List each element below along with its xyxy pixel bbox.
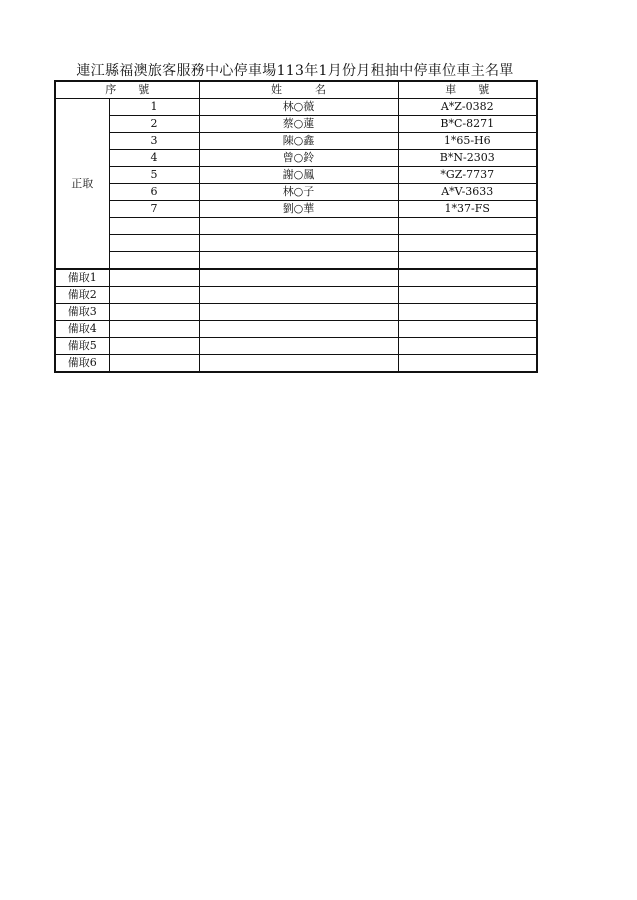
plate-cell — [398, 252, 537, 270]
main-row — [55, 116, 537, 133]
table-header-row — [55, 81, 537, 99]
header-plate: 車 號 — [398, 81, 537, 99]
main-row — [55, 167, 537, 184]
main-row — [55, 201, 537, 218]
seq-cell: 6 — [109, 184, 199, 201]
alternate-label: 備取5 — [55, 338, 109, 355]
name-cell — [199, 338, 398, 355]
seq-cell — [109, 252, 199, 270]
page-title: 連江縣福澳旅客服務中心停車場113年1月份月租抽中停車位車主名單 — [76, 63, 514, 79]
name-cell — [199, 287, 398, 304]
plate-cell — [398, 269, 537, 287]
main-row — [55, 184, 537, 201]
seq-cell: 2 — [109, 116, 199, 133]
plate-cell: *GZ-7737 — [398, 167, 537, 184]
main-row — [55, 235, 537, 252]
main-row — [55, 133, 537, 150]
header-name: 姓 名 — [199, 81, 398, 99]
name-cell — [199, 304, 398, 321]
name-cell: 蔡○蓮 — [199, 116, 398, 133]
plate-cell: A*V-3633 — [398, 184, 537, 201]
name-cell — [199, 235, 398, 252]
plate-cell — [398, 235, 537, 252]
name-cell: 林○子 — [199, 184, 398, 201]
seq-cell — [109, 218, 199, 235]
name-cell: 陳○鑫 — [199, 133, 398, 150]
plate-cell — [398, 304, 537, 321]
plate-cell: B*N-2303 — [398, 150, 537, 167]
alternate-row — [55, 321, 537, 338]
alternate-row — [55, 287, 537, 304]
main-row — [55, 218, 537, 235]
header-seq: 序 號 — [55, 81, 199, 99]
seq-cell — [109, 321, 199, 338]
main-group-label: 正取 — [55, 99, 109, 270]
name-cell: 劉○華 — [199, 201, 398, 218]
alternate-label: 備取2 — [55, 287, 109, 304]
plate-cell — [398, 218, 537, 235]
alternate-label: 備取3 — [55, 304, 109, 321]
alternate-row — [55, 338, 537, 355]
plate-cell — [398, 287, 537, 304]
seq-cell: 1 — [109, 99, 199, 116]
plate-cell: 1*65-H6 — [398, 133, 537, 150]
plate-cell — [398, 338, 537, 355]
name-cell — [199, 355, 398, 373]
name-cell: 謝○鳳 — [199, 167, 398, 184]
seq-cell: 5 — [109, 167, 199, 184]
alternate-label: 備取1 — [55, 269, 109, 287]
seq-cell — [109, 355, 199, 373]
seq-cell — [109, 338, 199, 355]
seq-cell — [109, 269, 199, 287]
alternate-label: 備取4 — [55, 321, 109, 338]
name-cell — [199, 252, 398, 270]
name-cell — [199, 218, 398, 235]
seq-cell — [109, 304, 199, 321]
seq-cell: 3 — [109, 133, 199, 150]
alternate-row — [55, 304, 537, 321]
plate-cell: 1*37-FS — [398, 201, 537, 218]
name-cell: 林○薇 — [199, 99, 398, 116]
name-cell — [199, 269, 398, 287]
main-row — [55, 252, 537, 270]
alternate-row — [55, 269, 537, 287]
plate-cell: A*Z-0382 — [398, 99, 537, 116]
plate-cell — [398, 321, 537, 338]
seq-cell: 4 — [109, 150, 199, 167]
name-cell: 曾○鈴 — [199, 150, 398, 167]
seq-cell: 7 — [109, 201, 199, 218]
seq-cell — [109, 235, 199, 252]
main-row — [55, 99, 537, 116]
plate-cell: B*C-8271 — [398, 116, 537, 133]
main-row — [55, 150, 537, 167]
parking-winners-table — [54, 80, 538, 373]
alternate-row — [55, 355, 537, 373]
name-cell — [199, 321, 398, 338]
alternate-label: 備取6 — [55, 355, 109, 373]
plate-cell — [398, 355, 537, 373]
seq-cell — [109, 287, 199, 304]
table-body — [55, 99, 537, 373]
